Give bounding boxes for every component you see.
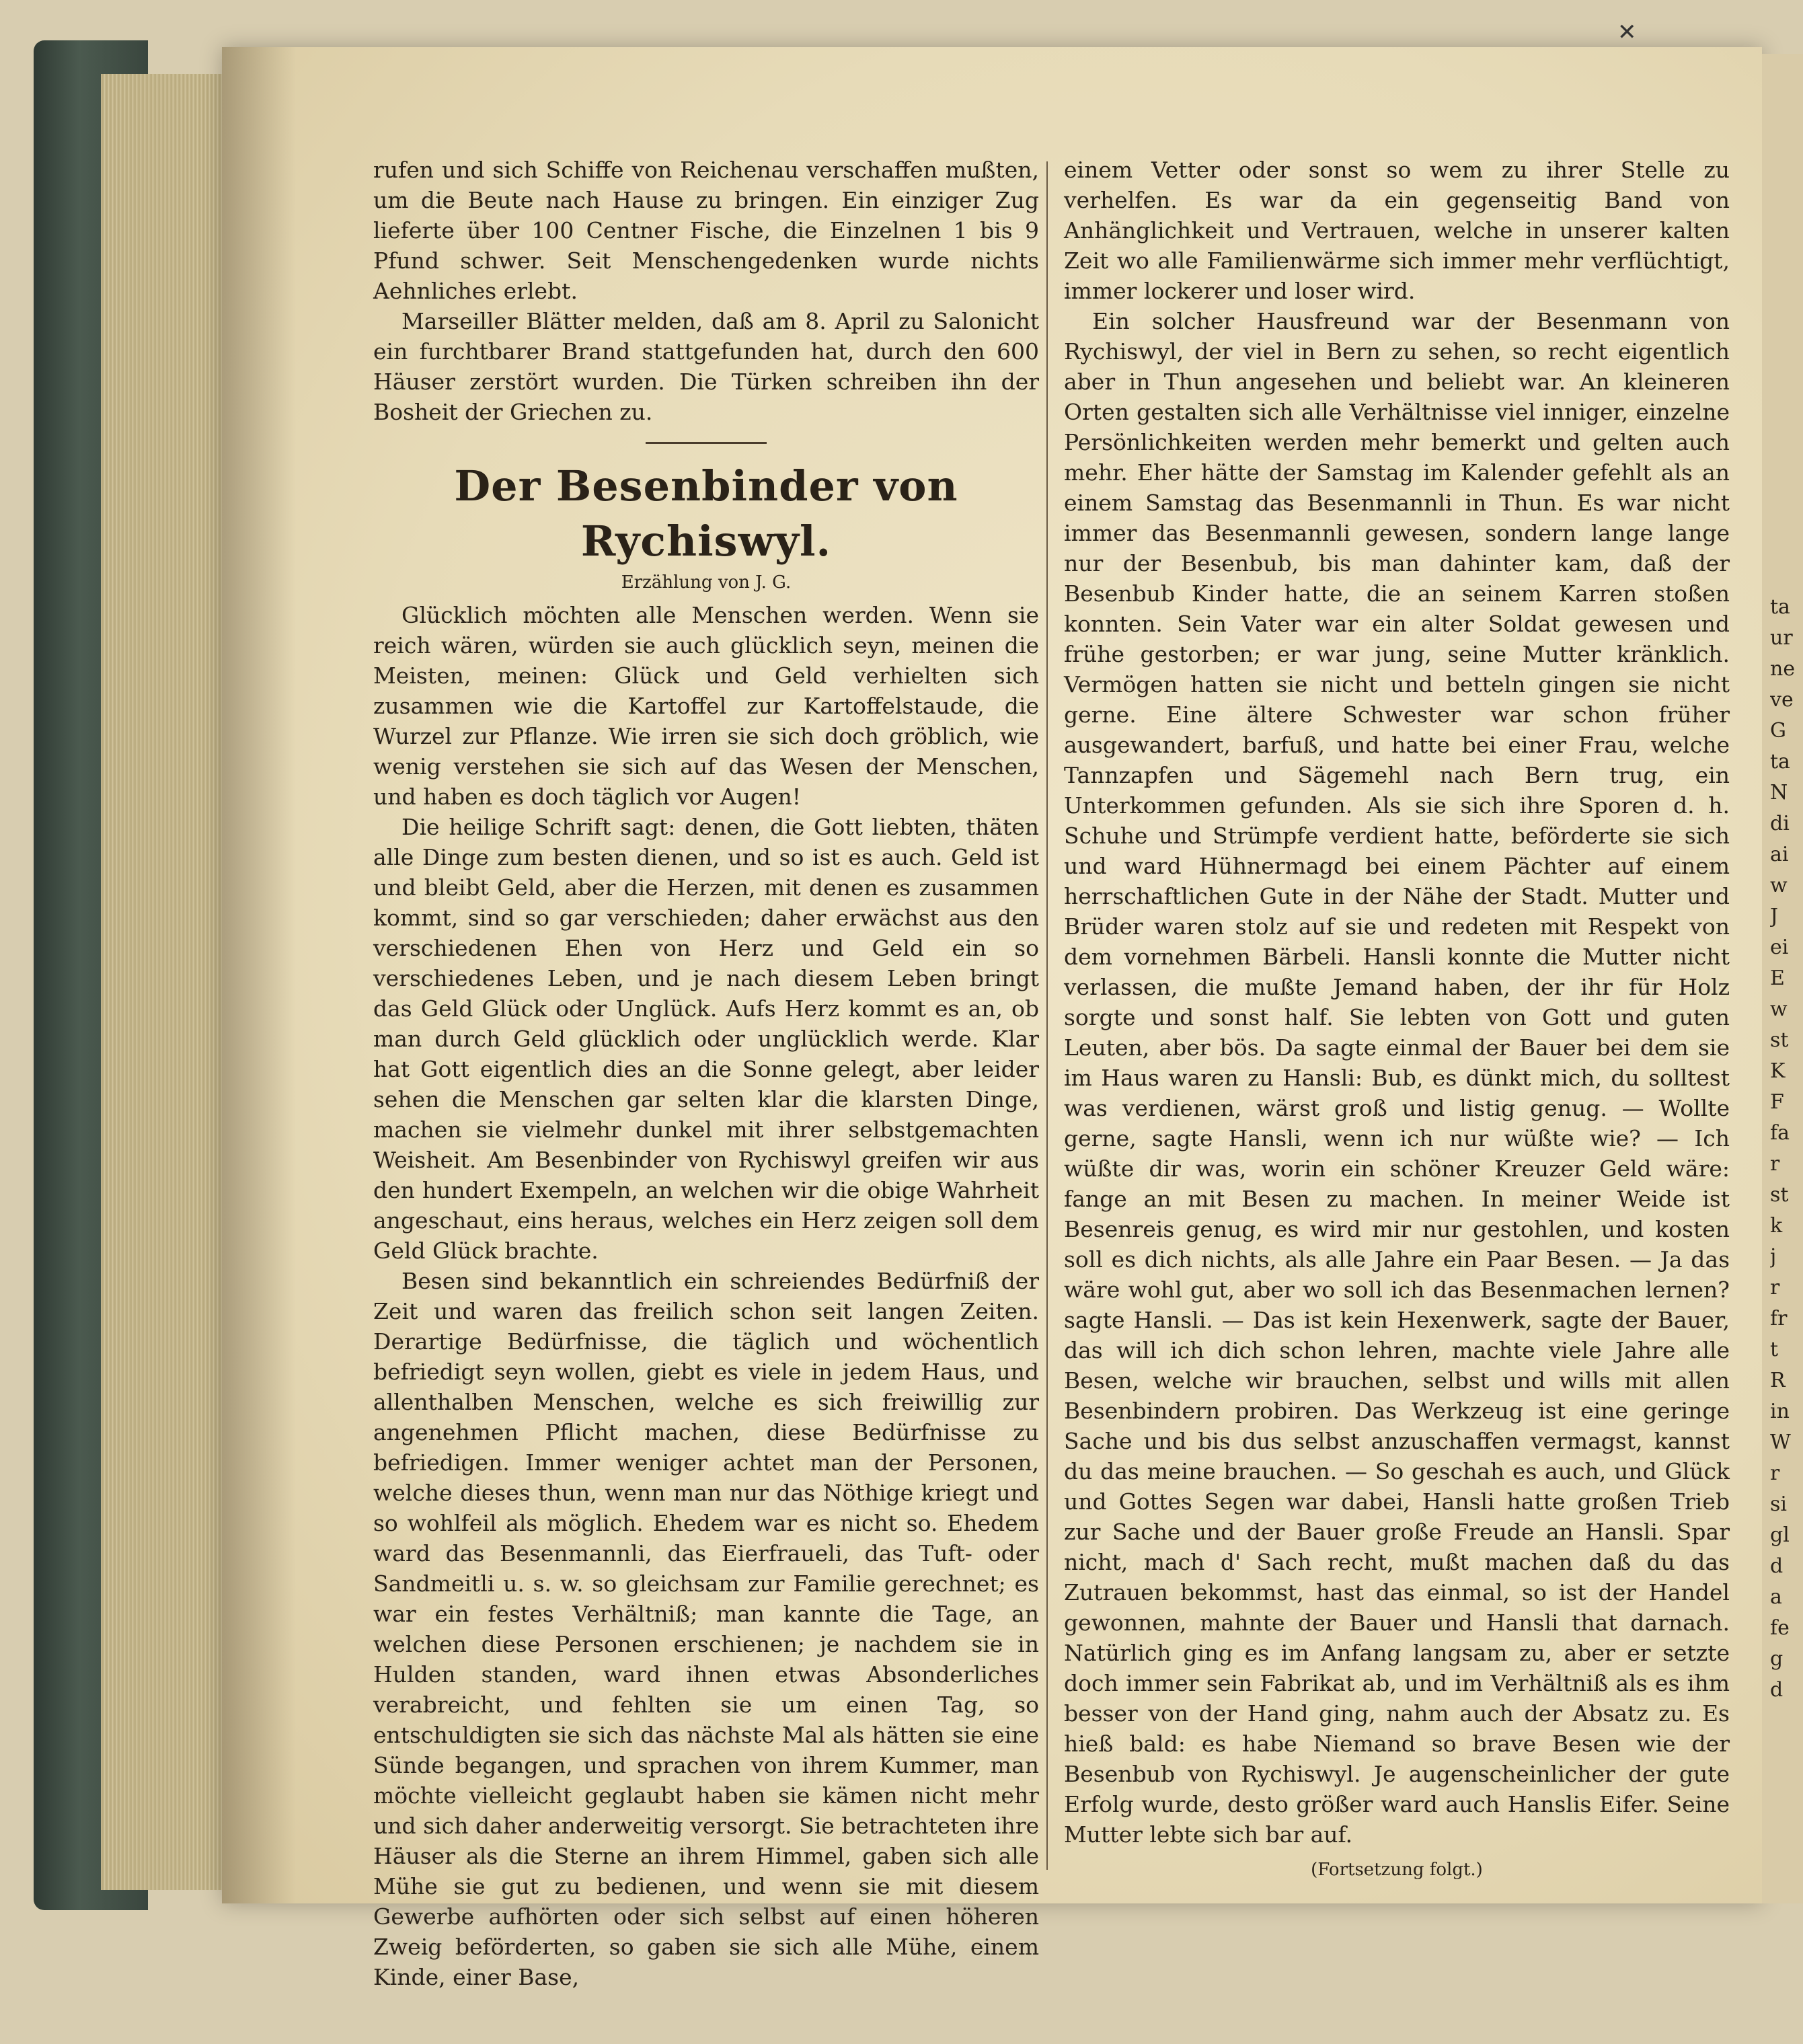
section-divider — [646, 442, 767, 444]
story-paragraph: Ein solcher Hausfreund war der Besenmann von Rychiswyl, der viel in Bern zu sehen, so recht eigentlich aber in Thun angesehen und beliebt war. An kleineren Orten gestalten sich alle Verhältnisse viel inniger, einzelne Persönlichkeiten werden mehr bemerkt und gelten auch mehr. Eher hätte der Samstag im Kalender gefehlt als an einem Samstag das Besenmannli in Thun. Es war nicht immer das Besenmannli gewesen, sondern lange lange nur der Besenbub, bis man dahinter kam, daß der Besenbub Kinder hatte, die an seinem Karren stoßen konnten. Sein Vater war ein alter Soldat gewesen und frühe gestorben; er war jung, seine Mutter kränklich. Vermögen hatten sie nicht und betteln gingen sie nicht gerne. Eine ältere Schwester war schon früher ausgewandert, barfuß, und hatte bei einer Frau, welche Tannzapfen und Sägemehl nach Bern trug, ein Unterkommen gefunden. Als sie sich ihre Sporen d. h. Schuhe und Strümpfe verdient hatte, beförderte sie sich und ward Hühnermagd bei einem Pächter auf einem herrschaftlichen Gute in der Nähe der Stadt. Mutter und Brüder waren stolz auf sie und redeten mit Respekt von dem vornehmen Bärbeli. Hansli konnte die Mutter nicht verlassen, die mußte Jemand haben, der ihr für Holz sorgte und sonst half. Sie lebten von Gott und guten Leuten, aber bös. Da sagte einmal der Bauer bei dem sie im Haus waren zu Hansli: Bub, es dünkt mich, du solltest was verdienen, wärst groß und listig genug. — Wollte gerne, sagte Hansli, wenn ich nur wüßte wie? — Ich wüßte dir was, worin ein schöner Kreuzer Geld wäre: fange an mit Besen zu machen. In meiner Weide ist Besenreis genug, es wird mir nur gestohlen, und kosten soll es dich nichts, als alle Jahre ein Paar Besen. — Ja das wäre wohl gut, aber wo soll ich das Besenmachen lernen? sagte Hansli. — Das ist kein Hexenwerk, sagte der Bauer, das will ich dich schon lehren, machte viele Jahre alle Besen, welche wir brauchen, selbst und wills mit allen Besenbindern probiren. Das Werkzeug ist eine geringe Sache und bis dus selbst anzuschaffen vermagst, kannst du das meine brauchen. — So geschah es auch, und Glück und Gottes Segen war dabei, Hansli hatte großen Trieb zur Sache und der Bauer große Freude an Hansli. Spar nicht, mach d' Sach recht, mußt machen daß du das Zutrauen bekommst, hast das einmal, so ist der Handel gewonnen, mahnte der Bauer und Hansli that darnach. Natürlich ging es im Anfang langsam zu, aber er setzte doch immer sein Fabrikat ab, und im Verhältniß als es ihm besser von der Hand ging, nahm auch der Absatz zu. Es hieß bald: es habe Niemand so brave Besen wie der Besenbub von Rychiswyl. Je augenscheinlicher der gute Erfolg wurde, desto größer ward auch Hanslis Eifer. Seine Mutter lebte sich bar auf. — [1064, 308, 1730, 1848]
continuation-note: (Fortsetzung folgt.) — [1311, 1860, 1483, 1880]
left-column — [373, 155, 1039, 1992]
story-byline: Erzählung von J. G. — [621, 572, 792, 593]
story-paragraph: Die heilige Schrift sagt: denen, die Gott liebten, thäten alle Dinge zum besten dienen, und so ist es auch. Geld ist und bleibt Geld, aber die Herzen, mit denen es zusammen kommt, sind so gar verschieden; daher erwächst aus den verschiedenen Ehen von Herz und Geld ein so verschiedenes Leben, und je nach diesem Leben bringt das Geld Glück oder Unglück. Aufs Herz kommt es an, ob man durch Geld glücklich oder unglücklich werde. Klar hat Gott eigentlich dies an die Sonne gelegt, aber leider sehen die Menschen gar selten klar die klarsten Dinge, machen sie vielmehr dunkel mit ihrer selbstgemachten Weisheit. Am Besenbinder von Rychiswyl greifen wir aus den hundert Exempeln, an welchen wir die obige Wahrheit angeschaut, eins heraus, welches ein Herz zeigen soll dem Geld Glück brachte. — [373, 814, 1039, 1264]
news-paragraph-fish: rufen und sich Schiffe von Reichenau verschaffen mußten, um die Beute nach Hause zu bringen. Ein einziger Zug lieferte über 100 Centner Fische, die Einzelnen 1 bis 9 Pfund schwer. Seit Menschengedenken wurde nichts Aehnliches erlebt. — [373, 157, 1039, 304]
next-page-fragments: ta ur ne ve G ta N di ai w J ei E w st K F fa r st k j r fr t R in W r si gl d a fe g d — [1770, 595, 1796, 1702]
story-paragraph: einem Vetter oder sonst so wem zu ihrer Stelle zu verhelfen. Es war da ein gegenseitig Band von Anhänglichkeit und Vertrauen, welche in unserer kalten Zeit wo alle Familienwärme sich immer mehr verflüchtigt, immer lockerer und loser wird. — [1064, 157, 1730, 304]
spine-shadow — [222, 47, 296, 1903]
story-paragraph: Besen sind bekanntlich ein schreiendes Bedürfniß der Zeit und waren das freilich schon seit langen Zeiten. Derartige Bedürfnisse, die täglich und wöchentlich befriedigt seyn wollen, giebt es viele in jedem Haus, und allenthalben Menschen, welche es sich freiwillig zur angenehmen Pflicht machen, diese Bedürfnisse zu befriedigen. Immer weniger achtet man der Personen, welche dieses thun, wenn man nur das Nöthige kriegt und so wohlfeil als möglich. Ehedem war es nicht so. Ehedem ward das Besenmannli, das Eierfraueli, das Tuft- oder Sandmeitli u. s. w. so gleichsam zur Familie gerechnet; es war ein festes Verhältniß; man kannte die Tage, an welchen diese Personen erschienen; je nachdem sie in Hulden standen, ward ihnen etwas Absonderliches verabreicht, und fehlten sie um einen Tag, so entschuldigten sie sich das nächste Mal als hätten sie eine Sünde begangen, und sprachen von ihrem Kummer, man möchte vielleicht geglaubt haben sie kämen nicht mehr und sich daher anderweitig versorgt. Sie betrachteten ihre Häuser als die Sterne an ihrem Himmel, gaben sich alle Mühe sie gut zu bedienen, und wenn sie mit diesem Gewerbe aufhörten oder sich selbst auf einen höheren Zweig beförderten, so gaben sie sich alle Mühe, einem Kinde, einer Base, — [373, 1268, 1039, 1990]
right-column — [1064, 155, 1730, 1883]
column-rule — [1046, 161, 1048, 1870]
page-edges — [101, 74, 242, 1890]
story-title: Der Besenbinder von Rychiswyl. — [454, 461, 958, 566]
corner-mark: ✕ — [1617, 19, 1637, 46]
story-paragraph: Glücklich möchten alle Menschen werden. Wenn sie reich wären, würden sie auch glücklich seyn, meinen die Meisten, meinen: Glück und Geld verhielten sich zusammen wie die Kartoffel zur Kartoffelstaude, die Wurzel zur Pflanze. Wie irren sie sich doch gröblich, wie wenig verstehen sie sich auf das Wesen der Menschen, und haben es doch täglich vor Augen! — [373, 602, 1039, 810]
news-paragraph-salonicht: Marseiller Blätter melden, daß am 8. April zu Salonicht ein furchtbarer Brand stattgefunden hat, durch den 600 Häuser zerstört wurden. Die Türken schreiben ihn der Bosheit der Griechen zu. — [373, 308, 1039, 425]
